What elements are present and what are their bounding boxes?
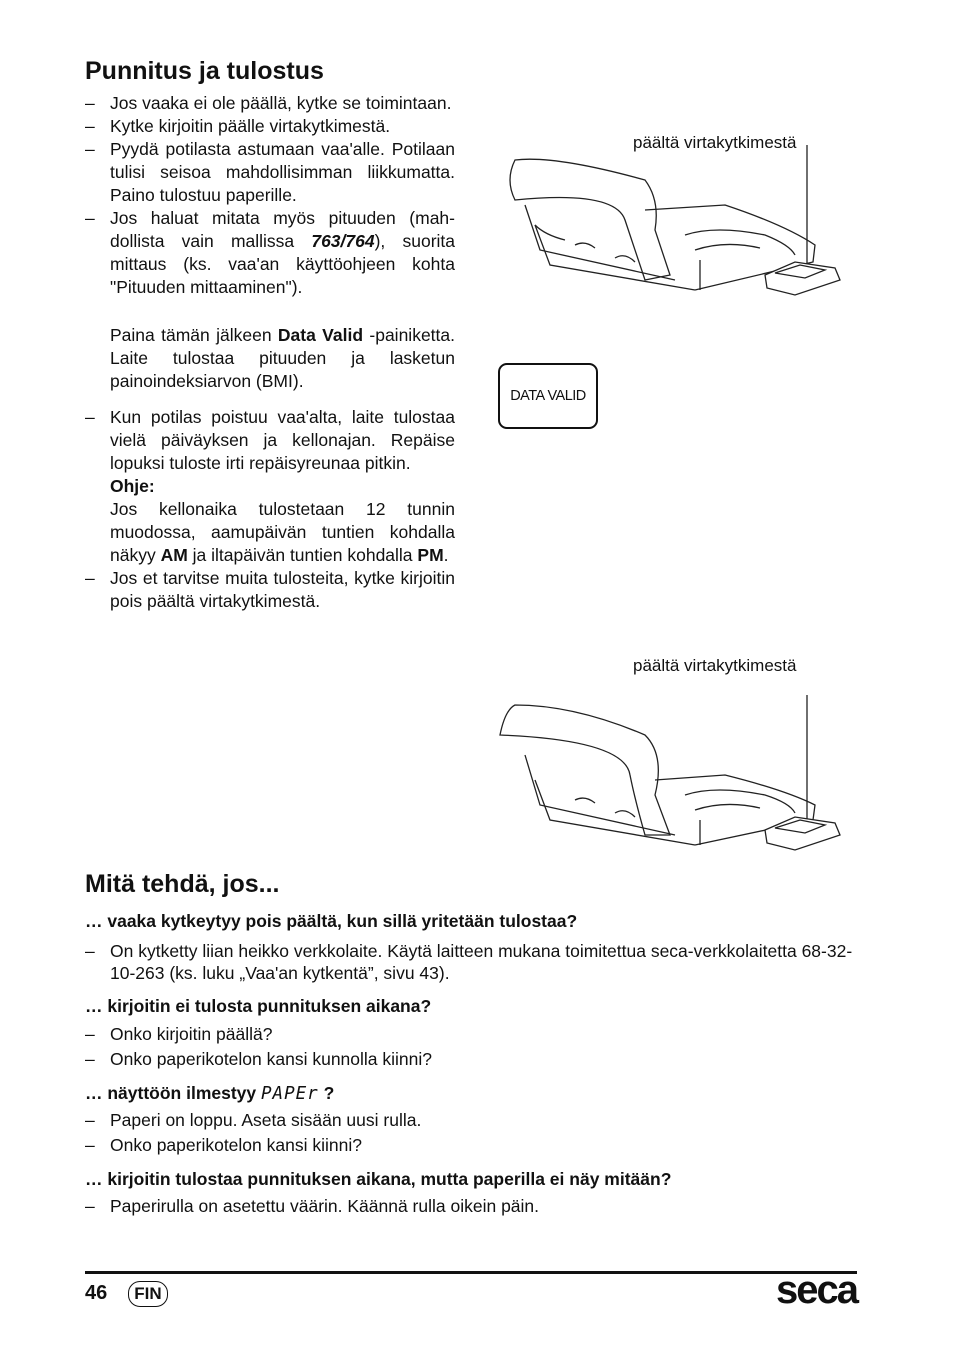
page-number: 46 — [85, 1282, 108, 1304]
list-item: – Onko paperikotelon kansi kiinni? — [85, 1135, 362, 1155]
seca-logo: seca — [776, 1268, 857, 1312]
answer-list — [85, 1195, 860, 1217]
answer-list — [85, 1109, 860, 1156]
question-blank-printout: … kirjoitin tulostaa punnituksen aikana, mutta paperilla ei näy mitään? — [85, 1169, 672, 1189]
list-item: – Onko paperikotelon kansi kunnolla kiinni? — [85, 1049, 433, 1069]
answer-list — [85, 1023, 860, 1070]
printer-illustration-top — [495, 140, 855, 300]
question-printer-not-printing: … kirjoitin ei tulosta punnituksen aikana? — [85, 996, 432, 1016]
list-item: – Pyydä potilasta astumaan vaa'alle. Potilaan tulisi seisoa mahdollisimman liikkumatta. Paino tulostuu paperille. — [85, 139, 455, 205]
printer-illustration-bottom — [495, 695, 855, 855]
footer-divider — [85, 1271, 857, 1274]
list-item: – Paperirulla on asetettu väärin. Käännä rulla oikein päin. — [85, 1196, 540, 1216]
list-item-height-measurement: – Jos haluat mitata myös pituuden (mahdollista vain mallissa 763/764), suorita mittaus (ks. vaa'an käyttöohjeen kohta "Pituuden mittaaminen"). Paina tämän jälkeen Data Valid -painiketta. Laite tulostaa pituuden ja lasketun painoindeksiarvon (BMI). — [85, 208, 456, 391]
note-label: Ohje: — [110, 476, 155, 496]
figure-caption-bottom: päältä virtakytkimestä — [633, 656, 797, 675]
answer-list — [85, 940, 860, 984]
section-title-troubleshooting: Mitä tehdä, jos... — [85, 870, 280, 898]
list-item: – Jos et tarvitse muita tulosteita, kytke kirjoitin pois päältä virtakytkimestä. — [85, 568, 455, 611]
data-valid-button-illustration: DATA VALID — [498, 363, 598, 429]
list-item: – On kytketty liian heikko verkkolaite. Käytä laitteen mukana toimitettua seca-verkkolaitetta 68-32-10-263 (ks. luku „Vaa'an kytkentä”, sivu 43). — [85, 941, 853, 983]
instructions-list — [85, 92, 455, 613]
question-paper-display: … näyttöön ilmestyy PAPEr ? — [85, 1083, 335, 1104]
lcd-display-text: PAPEr — [261, 1084, 319, 1104]
figure-caption-top: päältä virtakytkimestä — [633, 133, 797, 152]
question-scale-switches-off: … vaaka kytkeytyy pois päältä, kun sillä yritetään tulostaa? — [85, 911, 578, 931]
list-item: – Kytke kirjoitin päälle virtakytkimestä. — [85, 116, 391, 136]
model-number: 763/764 — [311, 231, 375, 251]
section-title-weighing-printing: Punnitus ja tulostus — [85, 57, 324, 85]
list-item: – Jos vaaka ei ole päällä, kytke se toimintaan. — [85, 93, 452, 113]
data-valid-label: Data Valid — [277, 325, 364, 345]
language-badge: FIN — [128, 1281, 168, 1307]
list-item-patient-leaves: – Kun potilas poistuu vaa'alta, laite tulostaa vielä päiväyksen ja kellonajan. Repäise lopuksi tuloste irti repäisyreunaa pitkin. Ohje: Jos kellonaika tulostetaan 12 tunnin muodossa, aamupäivän tuntien kohdalla näkyy AM ja iltapäivän tuntien kohdalla PM. — [85, 407, 455, 565]
list-item: – Onko kirjoitin päällä? — [85, 1024, 273, 1044]
list-item: – Paperi on loppu. Aseta sisään uusi rulla. — [85, 1110, 422, 1130]
